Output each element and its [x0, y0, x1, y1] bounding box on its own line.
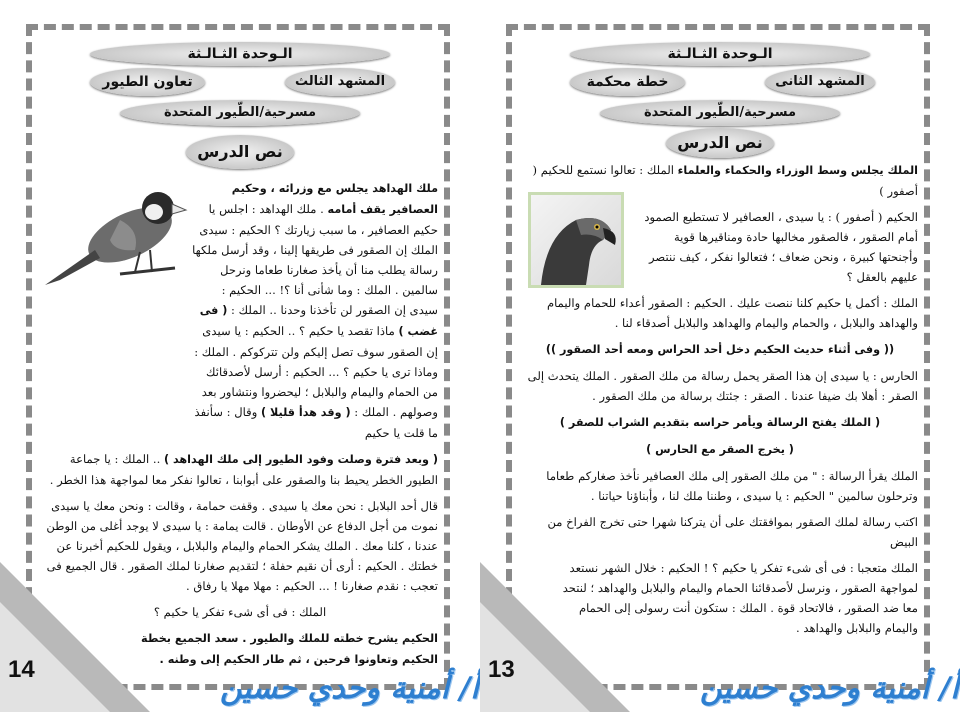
lesson-title: نص الدرس	[666, 128, 774, 158]
series-banner: مسرحية/الطّيور المتحدة	[600, 100, 840, 126]
author-signature: أ/ أمنية وحدي حسين	[700, 671, 959, 706]
dialogue: قال أحد البلابل : نحن معك يا سيدى . وقفت حمامة ، وقالت : ونحن معك يا سيدى نموت من أجل الدفاع عن الأوطان . قالت يمامة : يا سيدى لا يوجد أغلى من الوطن عندنا ، كلنا معك . الملك يشكر الحمام واليمام والبلابل ، ويقول للحكيم أخبرنا عن خطتك . الحكيم : أرى أن نقيم حفلة ؛ لتقديم صغارنا لملك الصقور . قال الجميع فى تعجب : نقدم صغارنا ! ... الحكيم : مهلا مهلا يا رفاق .	[46, 499, 438, 593]
stage-direction: ( وبعد فترة وصلت وفود الطيور إلى ملك الهداهد )	[163, 453, 438, 466]
dialogue: ماذا تقصد يا حكيم ؟ .. الحكيم : يا سيدى إن الصقور سوف تصل إليكم ولن تتركوكم . الملك : وماذا ترى يا حكيم ؟ ... الحكيم : أرسل لأصدقائك من الحمام واليمام والبلابل ؛ ليحضروا ونتشاور بعد وصولهم . الملك :	[194, 324, 438, 419]
scene-banner: المشهد الثانى	[765, 68, 875, 96]
paragraph	[42, 178, 438, 443]
paragraph	[522, 412, 918, 433]
stage-direction: ( الملك يفتح الرسالة ويأمر حراسه بتقديم الشراب للصقر )	[559, 416, 881, 429]
paragraph	[522, 439, 918, 460]
stage-direction: ( يخرج الصقر مع الحارس )	[646, 443, 794, 456]
author-signature: أ/ أمنية وحدي حسين	[220, 671, 479, 706]
paragraph	[522, 160, 918, 201]
dialogue: الملك : تعالوا نستمع للحكيم ( أصفور )	[532, 163, 918, 198]
paragraph	[522, 339, 918, 360]
paragraph	[522, 512, 918, 552]
paragraph	[522, 293, 918, 333]
dialogue: الملك : فى أى شىء تفكر يا حكيم ؟	[153, 605, 327, 619]
topic-banner: تعاون الطيور	[90, 68, 205, 96]
paragraph	[522, 366, 918, 406]
unit-banner: الـوحدة الثـالـثة	[90, 42, 390, 66]
stage-direction: الحكيم يشرح خطته للملك والطيور . سعد الجميع بخطة الحكيم وتعاونوا فرحين ، ثم طار الحكيم إلى وطنه .	[141, 632, 438, 666]
stage-direction: ( فى غضب )	[199, 304, 438, 338]
unit-banner: الـوحدة الثـالـثة	[570, 42, 870, 66]
paragraph	[522, 207, 918, 287]
stage-direction: (( وفى أثناء حديث الحكيم دخل أحد الحراس ومعه أحد الصقور ))	[545, 343, 895, 356]
dialogue: وقال : سأنفذ ما قلت يا حكيم	[194, 405, 438, 440]
dialogue: الحكيم ( أصفور ) : يا سيدى ، العصافير لا تستطيع الصمود أمام الصقور ، فالصقور مخالبها حادة ومناقيرها قوية وأجنحتها كبيرة ، ونحن ضعاف ؛ فتعالوا نفكر ، كيف ننتصر عليهم بالعقل ؟	[644, 210, 918, 284]
scene-banner: المشهد الثالث	[285, 68, 395, 96]
stage-direction: الملك يجلس وسط الوزراء والحكماء والعلماء	[677, 164, 918, 177]
dialogue: . ملك الهداهد : اجلس يا حكيم العصافير ، ما سبب زيارتك ؟ الحكيم : سيدى الملك إن الصقور فى طريقها إلينا ، وقد أرسل ملكها رسالة يطلب منا أن يأخذ صغارنا طعاما ونرحل سالمين . الملك : وما شأنى أنا ؟! ... الحكيم : سيدى إن الصقور لن تأخذنا وحدنا .. الملك :	[192, 202, 438, 317]
topic-banner: خطة محكمة	[570, 68, 685, 96]
page-number: 13	[488, 656, 515, 683]
dialogue: الحارس : يا سيدى إن هذا الصقر يحمل رسالة من ملك الصقور . الملك يتحدث إلى الصقر : أهلا بك ضيفا عندنا . الصقر : جئتك برسالة من ملك الصقور .	[527, 369, 918, 403]
page-13	[480, 0, 960, 720]
dialogue: الملك يقرأ الرسالة : " من ملك الصقور إلى ملك العصافير نأخذ صغاركم طعاما وترحلون سالمين " الحكيم : يا سيدى ، وطننا ملك لنا ، وأبناؤنا حياتنا .	[546, 469, 918, 503]
page-number: 14	[8, 656, 35, 683]
paragraph	[522, 466, 918, 506]
dialogue: .. الملك : يا جماعة الطيور الخطر يحيط بنا والصقور على أبوابنا ، تعالوا نفكر معا لمواجهة هذا الخطر .	[49, 452, 438, 487]
dialogue: الملك : أكمل يا حكيم كلنا ننصت عليك . الحكيم : الصقور أعداء للحمام واليمام والهداهد والبلابل ، والحمام واليمام والهداهد والبلابل أصدقاء لنا .	[546, 296, 918, 330]
paragraph	[42, 449, 438, 490]
stage-direction: ملك الهداهد يجلس مع وزرائه ، وحكيم العصافير يقف أمامه	[231, 182, 438, 216]
lesson-title: نص الدرس	[186, 135, 294, 169]
series-banner: مسرحية/الطّيور المتحدة	[120, 100, 360, 126]
stage-direction: ( وقد هدأ قليلا )	[261, 406, 351, 419]
dialogue: الملك متعجبا : فى أى شىء تفكر يا حكيم ؟ ! الحكيم : خلال الشهر نستعد لمواجهة الصقور ، ونرسل لأصدقائنا الحمام واليمام والبلابل والهداهد ؛ لنتحد معا ضد الصقور ، فالاتحاد قوة . الملك : ستكون أنت رسولى إلى الحمام واليمام والبلابل والهداهد .	[562, 561, 918, 635]
dialogue: اكتب رسالة لملك الصقور بموافقتك على أن يتركنا شهرا حتى تخرج الفراخ من البيض	[547, 515, 918, 549]
